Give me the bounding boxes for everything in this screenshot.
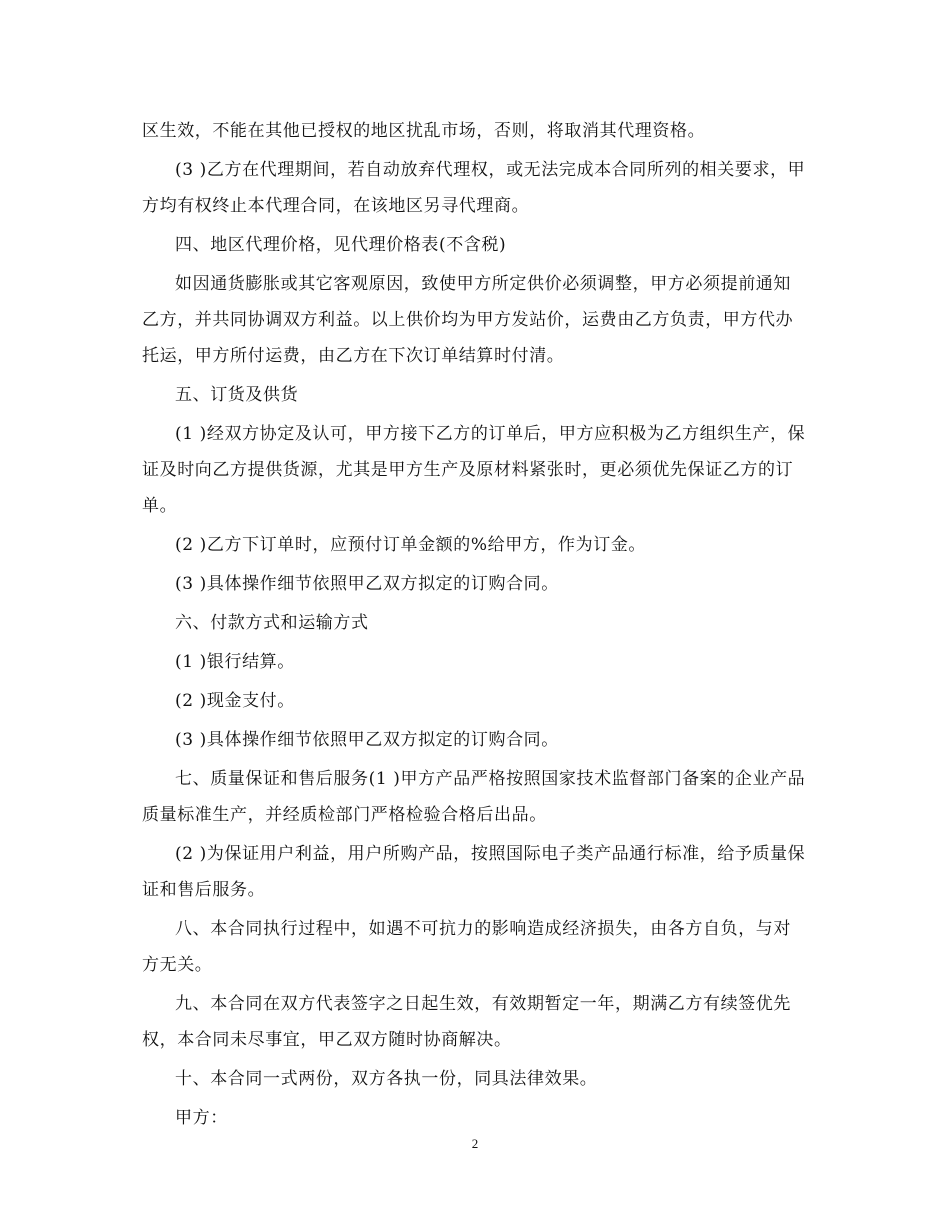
section-heading-6: 六、付款方式和运输方式 (175, 613, 369, 633)
section-9: 九、本合同在双方代表签字之日起生效，有效期暂定一年，期满乙方有续签优先权，本合同未尽事宜，甲乙双方随时协商解决。 (142, 994, 791, 1050)
paragraph-clause-5-2: (2 )乙方下订单时，应预付订单金额的%给甲方，作为订金。 (175, 535, 647, 555)
section-8: 八、本合同执行过程中，如遇不可抗力的影响造成经济损失，由各方自负，与对方无关。 (142, 919, 791, 975)
document-body (142, 113, 806, 1139)
section-heading-7: 七、质量保证和售后服务(1 )甲方产品严格按照国家技术监督部门备案的企业产品质量标准生产，并经质检部门严格检验合格后出品。 (142, 769, 806, 825)
section-10: 十、本合同一式两份，双方各执一份，同具法律效果。 (175, 1069, 598, 1089)
paragraph-clause-6-2: (2 )现金支付。 (175, 691, 295, 711)
paragraph-clause-6-3: (3 )具体操作细节依照甲乙双方拟定的订购合同。 (175, 730, 559, 750)
paragraph-continuation: 区生效，不能在其他已授权的地区扰乱市场，否则，将取消其代理资格。 (142, 121, 706, 141)
section-heading-5: 五、订货及供货 (175, 385, 299, 405)
paragraph-clause-3-3: (3 )乙方在代理期间，若自动放弃代理权，或无法完成本合同所列的相关要求，甲方均有权终止本代理合同，在该地区另寻代理商。 (142, 160, 806, 216)
paragraph-clause-5-3: (3 )具体操作细节依照甲乙双方拟定的订购合同。 (175, 574, 559, 594)
paragraph-clause-5-1: (1 )经双方协定及认可，甲方接下乙方的订单后，甲方应积极为乙方组织生产，保证及时向乙方提供货源，尤其是甲方生产及原材料紧张时，更必须优先保证乙方的订单。 (142, 424, 806, 516)
page-number: 2 (471, 1136, 479, 1151)
paragraph-clause-7-2: (2 )为保证用户利益，用户所购产品，按照国际电子类产品通行标准，给予质量保证和售后服务。 (142, 844, 806, 900)
paragraph-price-adjustment: 如因通货膨胀或其它客观原因，致使甲方所定供价必须调整，甲方必须提前通知乙方，并共同协调双方利益。以上供价均为甲方发站价，运费由乙方负责，甲方代办托运，甲方所付运费，由乙方在下次订单结算时付清。 (142, 274, 794, 366)
paragraph-clause-6-1: (1 )银行结算。 (175, 652, 295, 672)
section-heading-4: 四、地区代理价格，见代理价格表(不含税) (175, 235, 507, 255)
signature-party-a: 甲方： (175, 1108, 228, 1128)
